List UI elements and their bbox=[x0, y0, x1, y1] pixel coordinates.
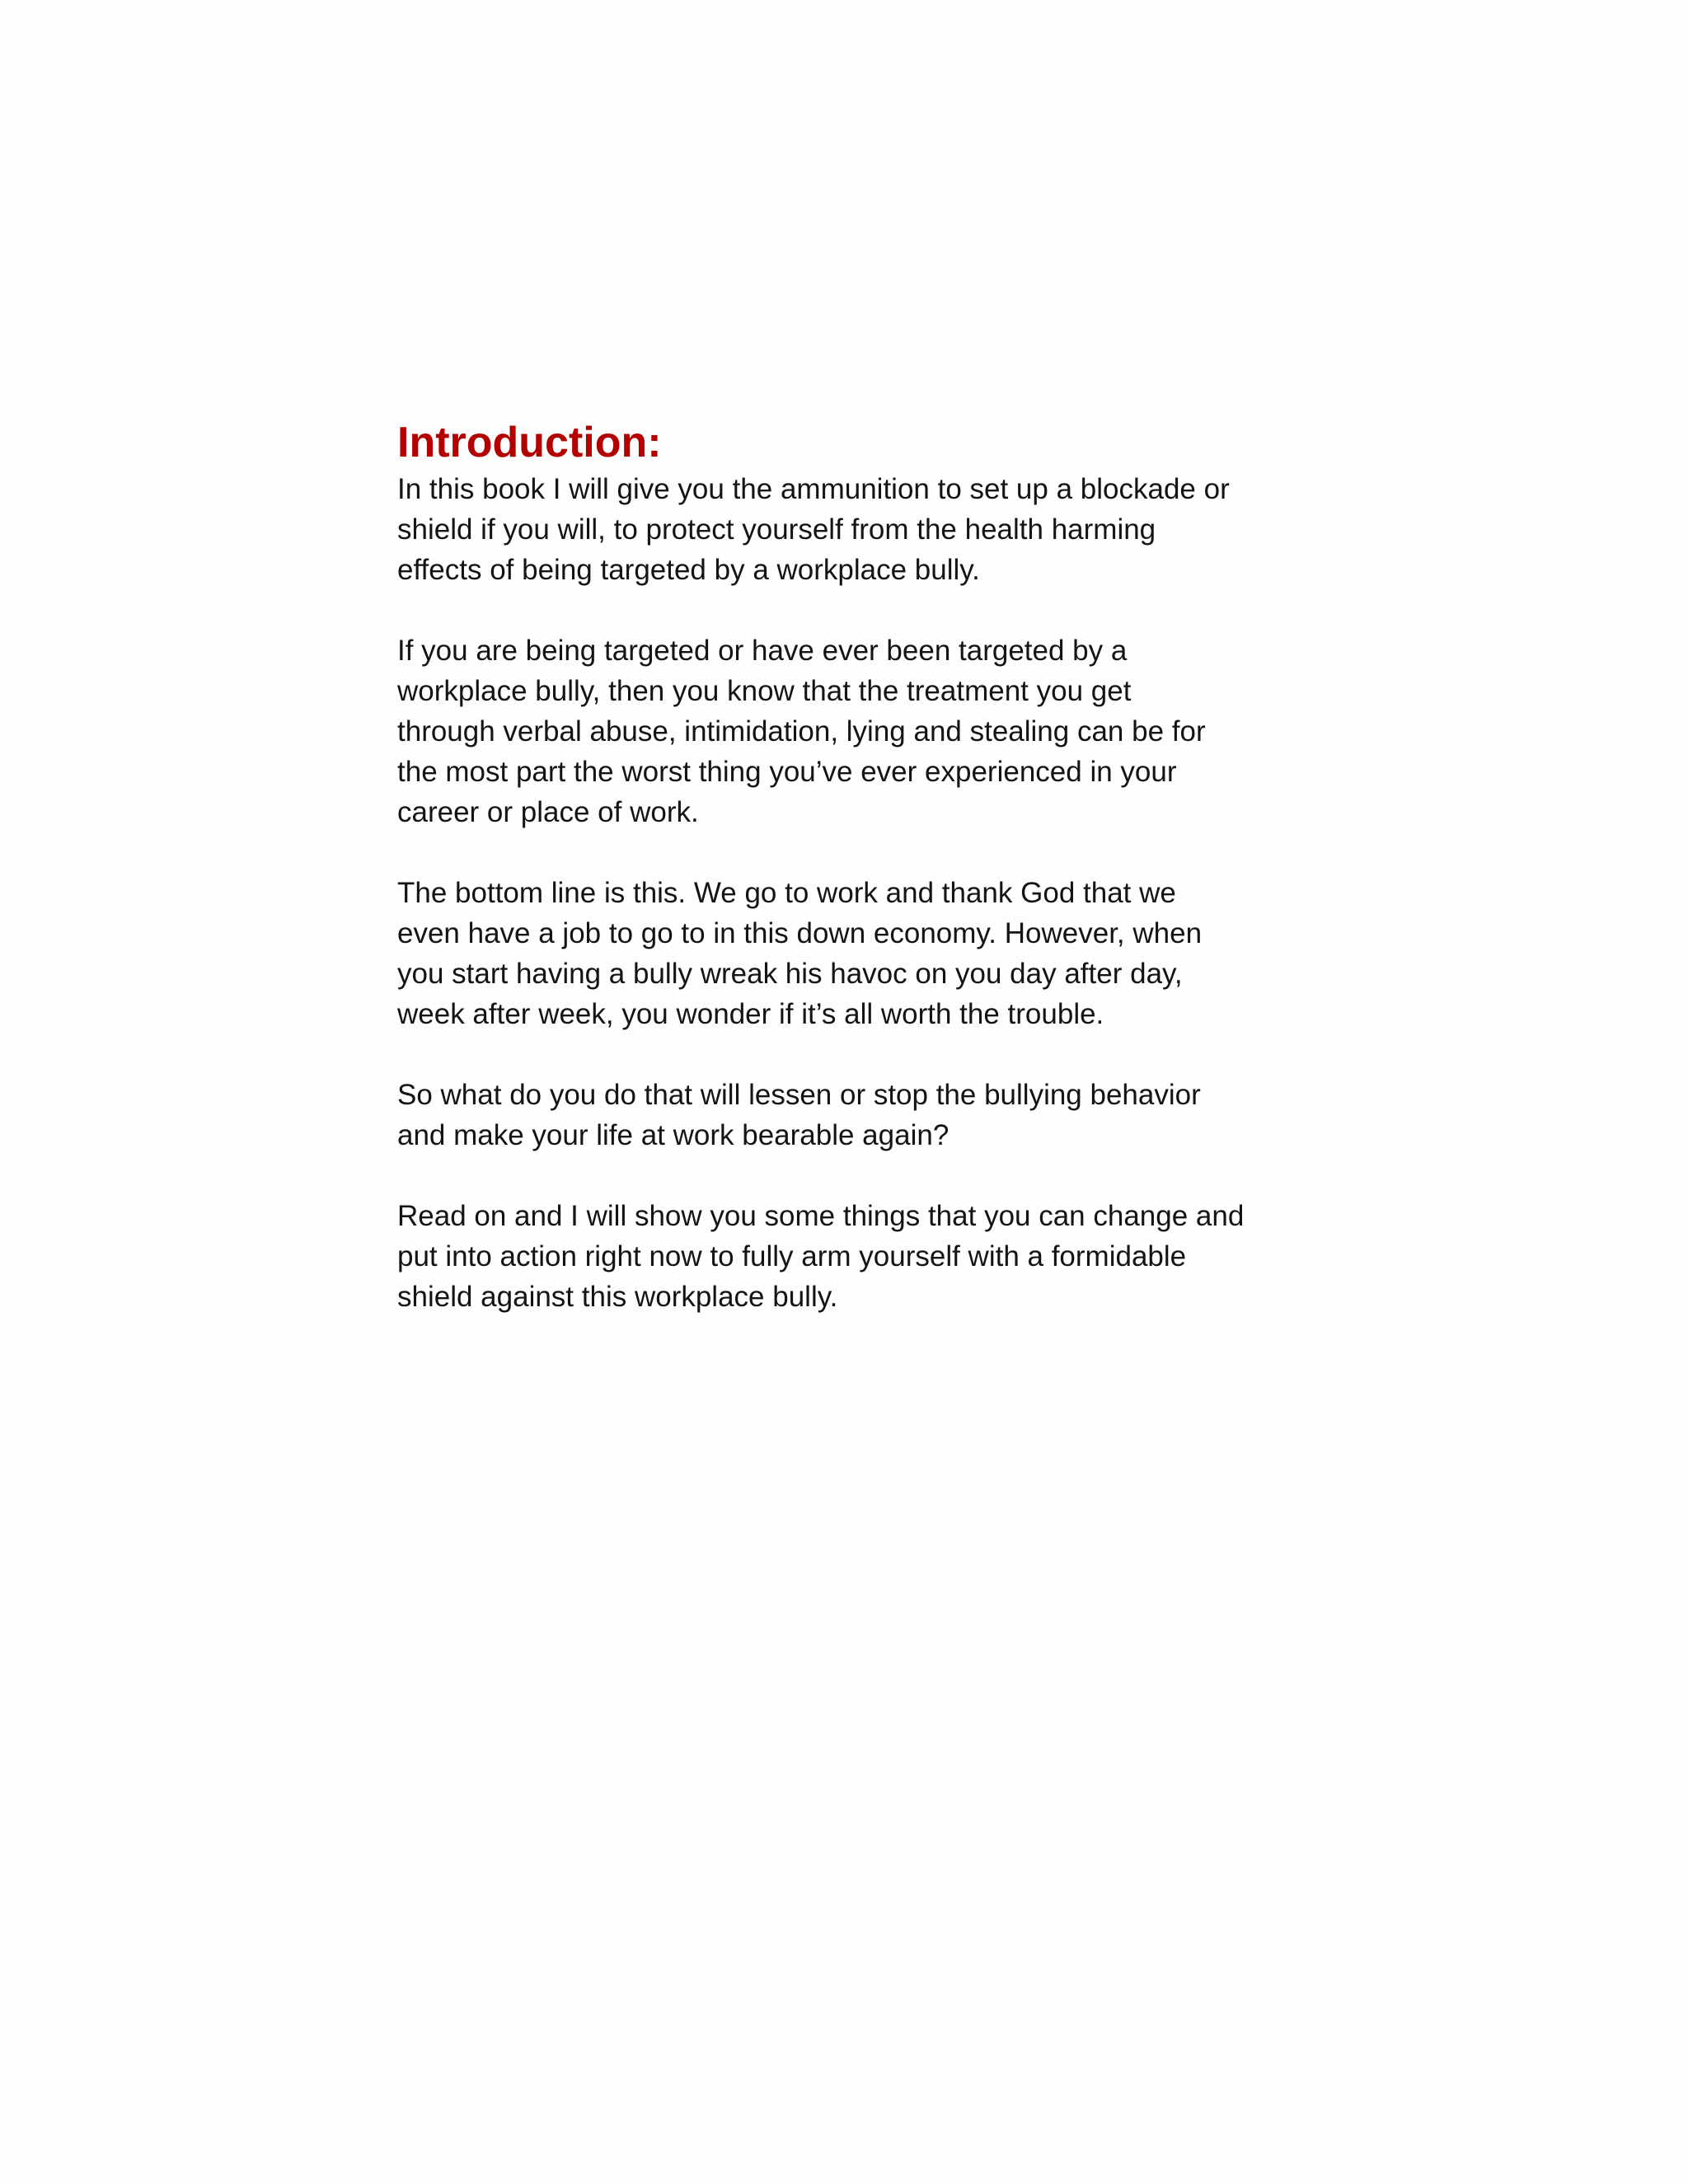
paragraph-2 bbox=[397, 630, 1329, 832]
text-line: even have a job to go to in this down economy. However, when bbox=[397, 917, 1203, 949]
page-content bbox=[397, 416, 1329, 1317]
text-line: week after week, you wonder if it’s all worth the trouble. bbox=[397, 998, 1104, 1030]
paragraph-1 bbox=[397, 469, 1329, 590]
text-line: and make your life at work bearable again? bbox=[397, 1119, 950, 1151]
text-line: put into action right now to fully arm yourself with a formidable bbox=[397, 1240, 1187, 1272]
text-line: Read on and I will show you some things that you can change and bbox=[397, 1200, 1245, 1232]
paragraph-4 bbox=[397, 1075, 1329, 1155]
text-line: In this book I will give you the ammunition to set up a blockade or bbox=[397, 473, 1230, 505]
text-line: career or place of work. bbox=[397, 796, 699, 828]
text-line: you start having a bully wreak his havoc on you day after day, bbox=[397, 958, 1183, 990]
text-line: the most part the worst thing you’ve ever experienced in your bbox=[397, 756, 1177, 788]
introduction-heading: Introduction: bbox=[397, 419, 662, 466]
text-line: effects of being targeted by a workplace bully. bbox=[397, 554, 980, 586]
text-line: So what do you do that will lessen or stop the bullying behavior bbox=[397, 1079, 1201, 1111]
paragraph-5 bbox=[397, 1196, 1329, 1317]
text-line: shield against this workplace bully. bbox=[397, 1281, 838, 1313]
text-line: If you are being targeted or have ever been targeted by a bbox=[397, 635, 1128, 667]
paragraph-3 bbox=[397, 873, 1329, 1034]
text-line: shield if you will, to protect yourself from the health harming bbox=[397, 513, 1156, 546]
text-line: The bottom line is this. We go to work and thank God that we bbox=[397, 877, 1176, 909]
text-line: workplace bully, then you know that the treatment you get bbox=[397, 675, 1132, 707]
text-line: through verbal abuse, intimidation, lying and stealing can be for bbox=[397, 715, 1206, 748]
